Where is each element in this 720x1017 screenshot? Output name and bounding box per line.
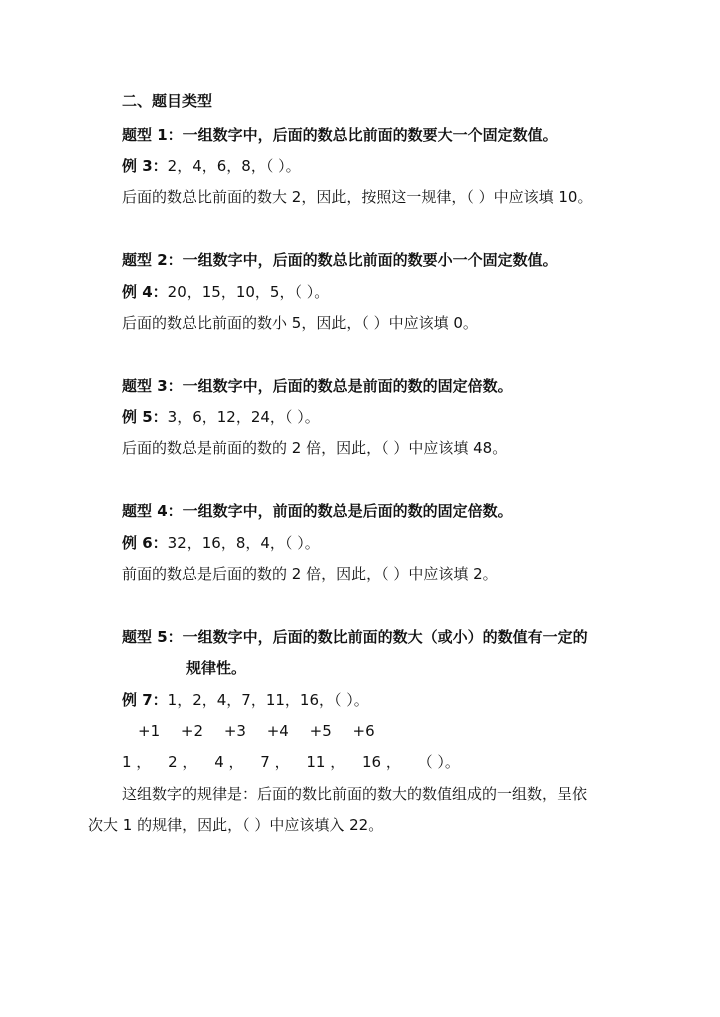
- difference-item: +6: [352, 722, 375, 740]
- difference-row: [138, 721, 391, 741]
- sequence-item: 4 ，: [214, 753, 244, 771]
- example-3: [122, 156, 301, 176]
- example-7-label: 例 7：: [122, 691, 168, 709]
- type-3-explanation: 后面的数总是前面的数的 2 倍，因此，（ ）中应该填 48。: [122, 439, 508, 457]
- type-5-explanation-line-2: 次大 1 的规律，因此，（ ）中应该填入 22。: [88, 816, 384, 834]
- example-7: [122, 690, 369, 710]
- example-7-sequence: 1，2，4，7，11，16，（ ）。: [167, 691, 369, 709]
- example-6-sequence: 32，16，8，4，（ ）。: [167, 534, 320, 552]
- type-2-heading: 题型 2：一组数字中，后面的数总比前面的数要小一个固定数值。: [122, 251, 558, 269]
- difference-item: +2: [180, 722, 204, 740]
- example-6-label: 例 6：: [122, 534, 168, 552]
- example-4-sequence: 20，15，10，5，（ ）。: [167, 283, 330, 301]
- sequence-item: 16 ，: [362, 753, 401, 771]
- difference-item: +4: [266, 722, 289, 740]
- example-6: [122, 533, 320, 553]
- section-title: 二、题目类型: [122, 92, 213, 110]
- type-3-heading: 题型 3：一组数字中，后面的数总是前面的数的固定倍数。: [122, 377, 513, 395]
- type-5-heading-line-1: 题型 5：一组数字中，后面的数比前面的数大（或小）的数值有一定的: [122, 628, 588, 646]
- sequence-item: 11 ，: [306, 753, 346, 771]
- sequence-item: 7 ，: [260, 753, 290, 771]
- sequence-row: [122, 752, 472, 772]
- difference-item: +3: [223, 722, 246, 740]
- sequence-item: （ ）。: [417, 753, 460, 771]
- sequence-item: 2 ，: [168, 753, 198, 771]
- type-2-explanation: 后面的数总比前面的数小 5，因此，（ ）中应该填 0。: [122, 314, 478, 332]
- example-5: [122, 407, 320, 427]
- example-3-sequence: 2，4，6，8，（ ）。: [167, 157, 301, 175]
- type-5-explanation-line-1: 这组数字的规律是：后面的数比前面的数大的数值组成的一组数，呈依: [122, 785, 588, 803]
- type-4-explanation: 前面的数总是后面的数的 2 倍，因此，（ ）中应该填 2。: [122, 565, 498, 583]
- example-4-label: 例 4：: [122, 283, 168, 301]
- type-1-heading: 题型 1：一组数字中，后面的数总比前面的数要大一个固定数值。: [122, 126, 558, 144]
- difference-item: +5: [309, 722, 332, 740]
- type-4-heading: 题型 4：一组数字中，前面的数总是后面的数的固定倍数。: [122, 502, 513, 520]
- type-5-heading-line-2: 规律性。: [186, 659, 247, 677]
- example-3-label: 例 3：: [122, 157, 168, 175]
- difference-item: +1: [138, 722, 161, 740]
- example-5-sequence: 3，6，12，24，（ ）。: [167, 408, 320, 426]
- example-4: [122, 282, 329, 302]
- sequence-item: 1 ，: [122, 753, 152, 771]
- example-5-label: 例 5：: [122, 408, 168, 426]
- type-1-explanation: 后面的数总比前面的数大 2，因此，按照这一规律，（ ）中应该填 10。: [122, 188, 593, 206]
